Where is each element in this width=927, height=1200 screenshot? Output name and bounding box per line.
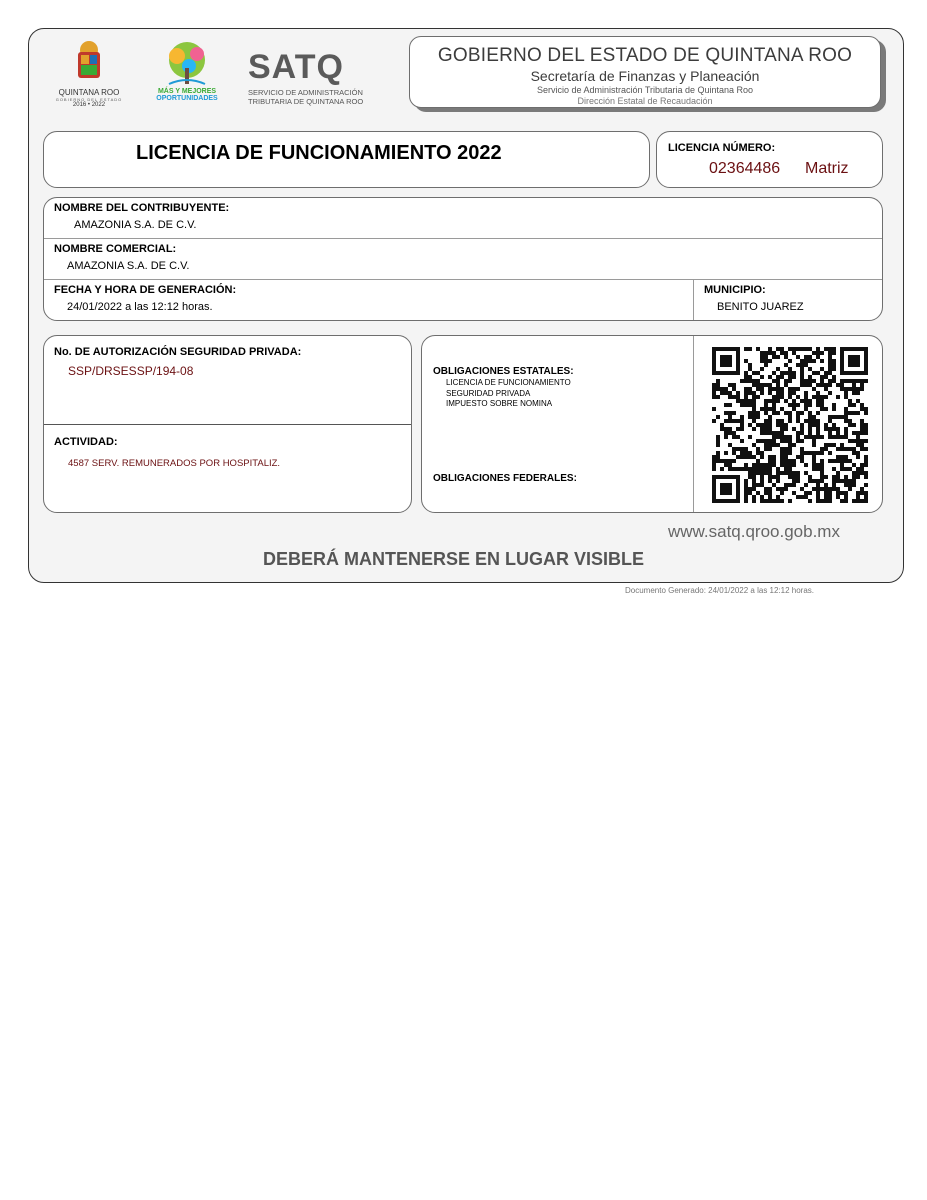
municipio-value: BENITO JUAREZ bbox=[717, 301, 804, 313]
qr-code[interactable] bbox=[712, 347, 868, 503]
quintana-roo-sub: GOBIERNO DEL ESTADO bbox=[55, 97, 123, 102]
website-link[interactable]: www.satq.qroo.gob.mx bbox=[668, 522, 840, 541]
tree-icon bbox=[159, 40, 215, 88]
obligaciones-estatales-label: OBLIGACIONES ESTATALES: bbox=[433, 366, 574, 377]
satq-line2: TRIBUTARIA DE QUINTANA ROO bbox=[248, 97, 364, 106]
gobierno-title: GOBIERNO DEL ESTADO DE QUINTANA ROO bbox=[437, 45, 853, 66]
quintana-roo-logo bbox=[46, 40, 132, 112]
autorizacion-value: SSP/DRSESSP/194-08 bbox=[68, 364, 194, 378]
coat-of-arms-icon bbox=[69, 40, 109, 86]
comercial-label: NOMBRE COMERCIAL: bbox=[54, 243, 177, 255]
quintana-roo-name: QUINTANA ROO bbox=[58, 88, 120, 97]
generated-note: Documento Generado: 24/01/2022 a las 12:12 horas. bbox=[625, 586, 815, 595]
divider bbox=[44, 279, 882, 280]
fecha-label: FECHA Y HORA DE GENERACIÓN: bbox=[54, 284, 237, 296]
title-box bbox=[43, 131, 650, 188]
visible-notice: DEBERÁ MANTENERSE EN LUGAR VISIBLE bbox=[263, 549, 645, 569]
qr-modules bbox=[712, 347, 868, 503]
list-item: IMPUESTO SOBRE NOMINA bbox=[446, 399, 553, 408]
license-type: Matriz bbox=[805, 160, 849, 177]
actividad-value: 4587 SERV. REMUNERADOS POR HOSPITALIZ. bbox=[68, 458, 281, 469]
oportunidades-logo bbox=[146, 40, 228, 112]
list-item: SEGURIDAD PRIVADA bbox=[446, 388, 531, 398]
divider bbox=[44, 238, 882, 239]
license-number-label: LICENCIA NÚMERO: bbox=[668, 142, 776, 154]
obligaciones-estatales-list bbox=[446, 378, 571, 410]
fecha-value: 24/01/2022 a las 12:12 horas. bbox=[67, 301, 213, 313]
oportunidades-line1: MÁS Y MEJORES bbox=[157, 88, 217, 95]
divider bbox=[44, 424, 411, 425]
divider bbox=[693, 280, 694, 320]
secretaria-text: Secretaría de Finanzas y Planeación bbox=[530, 68, 760, 84]
government-header bbox=[409, 36, 881, 108]
list-item: LICENCIA DE FUNCIONAMIENTO bbox=[446, 378, 571, 387]
satq-wordmark: SATQ bbox=[248, 48, 344, 86]
license-number: 02364486 bbox=[709, 160, 781, 177]
direccion-text: Dirección Estatal de Recaudación bbox=[577, 96, 713, 106]
oportunidades-line2: OPORTUNIDADES bbox=[156, 95, 218, 102]
license-number-box bbox=[656, 131, 883, 188]
comercial-value: AMAZONIA S.A. DE C.V. bbox=[67, 260, 190, 272]
servicio-text: Servicio de Administración Tributaria de Quintana Roo bbox=[536, 85, 754, 95]
contribuyente-label: NOMBRE DEL CONTRIBUYENTE: bbox=[54, 202, 230, 214]
satq-logo bbox=[248, 50, 398, 112]
contribuyente-value: AMAZONIA S.A. DE C.V. bbox=[74, 219, 197, 231]
municipio-label: MUNICIPIO: bbox=[704, 284, 766, 296]
autorizacion-label: No. DE AUTORIZACIÓN SEGURIDAD PRIVADA: bbox=[54, 346, 302, 358]
divider bbox=[693, 336, 694, 512]
license-title: LICENCIA DE FUNCIONAMIENTO 2022 bbox=[136, 142, 502, 164]
qr-code-image bbox=[712, 347, 868, 503]
actividad-label: ACTIVIDAD: bbox=[54, 436, 118, 448]
quintana-roo-years: 2016 • 2022 bbox=[72, 102, 106, 108]
satq-line1: SERVICIO DE ADMINISTRACIÓN bbox=[248, 88, 363, 97]
obligaciones-federales-label: OBLIGACIONES FEDERALES: bbox=[433, 473, 577, 484]
